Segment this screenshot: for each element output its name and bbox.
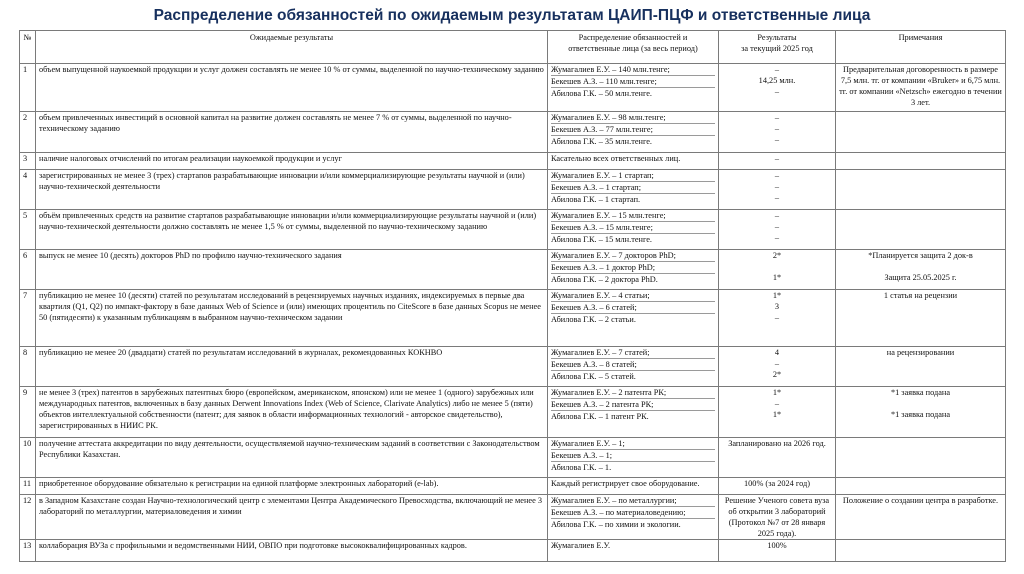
current-result-line: –: [774, 171, 780, 180]
expected-result: не менее 3 (трех) патентов в зарубежных патентных бюро (европейском, американском, японском) или не менее 1 (одного) зарубежных или международных патентов, включенных в базу данных Derwent Innovations Index (Web of Science, Clarivate Analytics) либо не менее 5 (пяти) объектов интеллектуальной собственности (патент; для заявок в области информационных технологий - авторское свидетельство), зарегистрированных в НИИС РК.: [36, 387, 548, 438]
current-result-line: [722, 261, 832, 272]
current-result-line: Запланировано на 2026 год.: [728, 439, 826, 448]
row-number: 4: [20, 170, 36, 210]
row-number: 11: [20, 478, 36, 495]
note: [836, 478, 1006, 495]
responsible-line: Абилова Г.К. – 15 млн.тенге.: [551, 233, 715, 245]
table-row: [20, 347, 1006, 387]
expected-result: выпуск не менее 10 (десять) докторов PhD по профилю научно-технического задания: [36, 250, 548, 290]
responsible-line: Жумагалиев Е.У. – 4 статьи;: [551, 291, 650, 300]
note-line: *1 заявка подана: [890, 410, 951, 419]
note-line: [839, 170, 1002, 181]
note-line: [839, 540, 1002, 551]
table-row: [20, 495, 1006, 540]
expected-result: получение аттестата аккредитации по виду деятельности, осуществляемой научно-техническим заданий в соответствии с Законодательством Республики Казахстан.: [36, 438, 548, 478]
note-line: [839, 210, 1002, 221]
current-result-line: 3: [774, 302, 780, 311]
header-num: №: [20, 31, 36, 64]
current-year-result: [719, 387, 836, 438]
responsible-line: Бекешев А.З. – 110 млн.тенге;: [551, 75, 715, 87]
expected-result: публикацию не менее 10 (десяти) статей по результатам исследований в рецензируемых научных изданиях, индексируемых в первые два квартиля (Q1, Q2) по импакт-фактору в базе данных Web of Science и (или) имеющих процентиль по CiteScore в базе данных Scopus не менее 50 (пятидесяти) к указанным публикациям в выбранном научно-техническом задании: [36, 290, 548, 347]
current-result-line: 1*: [772, 291, 782, 300]
responsible-line: Абилова Г.К. – 1 стартап.: [551, 193, 715, 205]
expected-result: в Западном Казахстане создан Научно-технологический центр с элементами Центра Академического Превосходства, включающий не менее 3 лабораторий по металлургии, материаловедения и химии: [36, 495, 548, 540]
responsible-persons: [548, 170, 719, 210]
row-number: 3: [20, 153, 36, 170]
note: [836, 210, 1006, 250]
responsible-line: Жумагалиев Е.У. – 7 статей;: [551, 348, 650, 357]
note-line: [839, 438, 1002, 449]
responsible-persons: [548, 387, 719, 438]
current-result-line: –: [774, 113, 780, 122]
header-expected-results: Ожидаемые результаты: [36, 31, 548, 64]
responsible-persons: [548, 438, 719, 478]
expected-result: зарегистрированных не менее 3 (трех) стартапов разрабатывающие инновации и/или коммерциализирующие результаты научной и (или) научно-технической деятельности: [36, 170, 548, 210]
note: [836, 250, 1006, 290]
responsible-line: Абилова Г.К. – по химии и экологии.: [551, 518, 715, 530]
note-line: Защита 25.05.2025 г.: [884, 273, 957, 282]
table-row: [20, 540, 1006, 562]
responsible-line: Каждый регистрирует свое оборудование.: [551, 479, 700, 488]
table-row: [20, 478, 1006, 495]
responsible-line: Абилова Г.К. – 2 статьи.: [551, 313, 715, 325]
current-result-line: –: [774, 65, 780, 74]
expected-result: публикацию не менее 20 (двадцати) статей по результатам исследований в журналах, рекомендованных КОКНВО: [36, 347, 548, 387]
responsible-line: Жумагалиев Е.У. – 140 млн.тенге;: [551, 65, 670, 74]
current-result-line: –: [774, 135, 780, 144]
table-body: [20, 64, 1006, 562]
current-result-line: 2*: [772, 370, 782, 379]
note-line: [839, 153, 1002, 164]
row-number: 6: [20, 250, 36, 290]
responsible-line: Бекешев А.З. – 15 млн.тенге;: [551, 221, 715, 233]
responsible-line: Абилова Г.К. – 2 доктора PhD.: [551, 273, 715, 285]
responsible-persons: [548, 290, 719, 347]
note: [836, 170, 1006, 210]
responsible-persons: [548, 347, 719, 387]
table-row: [20, 438, 1006, 478]
note-line: [839, 398, 1002, 409]
responsible-persons: [548, 540, 719, 562]
current-year-result: [719, 347, 836, 387]
header-responsible-line-2: ответственные лица (за весь период): [568, 44, 698, 53]
responsible-line: Жумагалиев Е.У. – 15 млн.тенге;: [551, 211, 666, 220]
responsible-line: Бекешев А.З. – 77 млн.тенге;: [551, 123, 715, 135]
note-line: Предварительная договоренность в размере 7,5 млн. тг. от компании «Bruker» и 6,75 млн. тг. от компании «Netzsch» ежегодно в течении 3 лет.: [839, 65, 1002, 107]
current-result-line: –: [774, 182, 780, 191]
table-row: [20, 112, 1006, 153]
responsible-persons: [548, 210, 719, 250]
expected-result: объем привлеченных инвестиций в основной капитал на развитие должен составлять не менее 7 % от суммы, выделенной по научно-техническому заданию: [36, 112, 548, 153]
header-responsible-line-1: Распределение обязанностей и: [578, 33, 688, 42]
note-line: *1 заявка подана: [890, 388, 951, 397]
table-row: [20, 250, 1006, 290]
expected-result: коллаборация ВУЗа с профильными и ведомственными НИИ, ОВПО при подготовке высококвалифицированных кадров.: [36, 540, 548, 562]
note: [836, 347, 1006, 387]
current-result-line: –: [774, 124, 780, 133]
expected-result: объём привлеченных средств на развитие стартапов разрабатывающие инновации и/или коммерциализирующие результаты научной и (или) научно-технической деятельности должно составлять не менее 1,5 % от суммы, выделенной по научно-техническому заданию: [36, 210, 548, 250]
header-current-results: [719, 31, 836, 64]
note-line: на рецензировании: [886, 348, 955, 357]
responsible-persons: [548, 153, 719, 170]
current-year-result: [719, 250, 836, 290]
expected-result: приобретенное оборудование обязательно к регистрации на единой платформе электронных лабораторий (e-lab).: [36, 478, 548, 495]
table-row: [20, 64, 1006, 112]
row-number: 12: [20, 495, 36, 540]
page-title: Распределение обязанностей по ожидаемым результатам ЦАИП-ПЦФ и ответственные лица: [153, 7, 871, 24]
responsible-line: Жумагалиев Е.У. – 1 стартап;: [551, 171, 654, 180]
note: [836, 540, 1006, 562]
note: [836, 64, 1006, 112]
current-result-line: –: [774, 359, 780, 368]
responsible-line: Абилова Г.К. – 50 млн.тенге.: [551, 87, 715, 99]
table-row: [20, 387, 1006, 438]
responsible-line: Бекешев А.З. – 2 патента РК;: [551, 398, 715, 410]
row-number: 2: [20, 112, 36, 153]
current-result-line: –: [774, 233, 780, 242]
current-result-line: 100%: [767, 541, 787, 550]
current-result-line: 1*: [772, 273, 782, 282]
row-number: 10: [20, 438, 36, 478]
note-line: *Планируется защита 2 док-в: [868, 251, 973, 260]
expected-result: наличие налоговых отчислений по итогам реализации наукоемкой продукции и услуг: [36, 153, 548, 170]
current-result-line: 1*: [772, 410, 782, 419]
current-year-result: [719, 478, 836, 495]
row-number: 5: [20, 210, 36, 250]
current-result-line: –: [774, 193, 780, 202]
current-year-result: [719, 210, 836, 250]
expected-result: объем выпущенной наукоемкой продукции и услуг должен составлять не менее 10 % от суммы, выделенной по научно-техническому заданию: [36, 64, 548, 112]
table-row: [20, 153, 1006, 170]
note: [836, 290, 1006, 347]
current-result-line: 1*: [772, 388, 782, 397]
responsible-line: Бекешев А.З. – 1 стартап;: [551, 181, 715, 193]
table-row: [20, 210, 1006, 250]
current-result-line: 2*: [772, 251, 782, 260]
responsible-line: Абилова Г.К. – 1.: [551, 461, 715, 473]
responsible-line: Бекешев А.З. – 8 статей;: [551, 358, 715, 370]
current-year-result: [719, 495, 836, 540]
note: [836, 438, 1006, 478]
current-result-line: –: [774, 399, 780, 408]
responsible-line: Жумагалиев Е.У. – 2 патента РК;: [551, 388, 667, 397]
current-year-result: [719, 64, 836, 112]
row-number: 8: [20, 347, 36, 387]
table-header-row: [20, 31, 1006, 64]
current-result-line: –: [774, 211, 780, 220]
responsible-line: Жумагалиев Е.У. – 7 докторов PhD;: [551, 251, 676, 260]
responsible-persons: [548, 112, 719, 153]
note: [836, 112, 1006, 153]
current-year-result: [719, 438, 836, 478]
note: [836, 153, 1006, 170]
current-year-result: [719, 153, 836, 170]
responsible-line: Касательно всех ответственных лиц.: [551, 154, 681, 163]
table-row: [20, 290, 1006, 347]
responsible-line: Жумагалиев Е.У. – 98 млн.тенге;: [551, 113, 666, 122]
table-row: [20, 170, 1006, 210]
responsible-line: Бекешев А.З. – 1;: [551, 449, 715, 461]
responsible-line: Абилова Г.К. – 35 млн.тенге.: [551, 135, 715, 147]
note: [836, 495, 1006, 540]
note-line: [839, 112, 1002, 123]
current-year-result: [719, 290, 836, 347]
header-notes: Примечания: [836, 31, 1006, 64]
header-current-line-1: Результаты: [757, 33, 797, 42]
current-result-line: 100% (за 2024 год): [744, 479, 810, 488]
responsible-line: Бекешев А.З. – по материаловедению;: [551, 506, 715, 518]
note-line: [839, 478, 1002, 489]
note-line: Положение о создании центра в разработке.: [842, 496, 999, 505]
current-result-line: –: [774, 154, 780, 163]
header-current-line-2: за текущий 2025 год: [741, 44, 813, 53]
responsibilities-table: [19, 30, 1006, 562]
row-number: 7: [20, 290, 36, 347]
row-number: 1: [20, 64, 36, 112]
current-result-line: –: [774, 222, 780, 231]
current-year-result: [719, 112, 836, 153]
responsible-persons: [548, 478, 719, 495]
note-line: [839, 261, 1002, 272]
responsible-line: Абилова Г.К. – 5 статей.: [551, 370, 715, 382]
responsible-line: Жумагалиев Е.У. – 1;: [551, 439, 625, 448]
note-line: 1 статья на рецензии: [883, 291, 958, 300]
current-year-result: [719, 540, 836, 562]
current-result-line: Решение Ученого совета вуза об открытии 3 лабораторий (Протокол №7 от 28 января 2025 года).: [724, 496, 830, 538]
responsible-line: Жумагалиев Е.У.: [551, 541, 611, 550]
current-result-line: –: [774, 313, 780, 322]
responsible-line: Жумагалиев Е.У. – по металлургии;: [551, 496, 677, 505]
responsible-line: Абилова Г.К. – 1 патент РК.: [551, 410, 715, 422]
responsible-persons: [548, 64, 719, 112]
row-number: 9: [20, 387, 36, 438]
current-result-line: 14,25 млн.: [758, 76, 796, 85]
current-result-line: –: [774, 87, 780, 96]
responsible-persons: [548, 250, 719, 290]
current-result-line: 4: [774, 348, 780, 357]
header-responsible: [548, 31, 719, 64]
responsible-line: Бекешев А.З. – 1 доктор PhD;: [551, 261, 715, 273]
responsible-line: Бекешев А.З. – 6 статей;: [551, 301, 715, 313]
row-number: 13: [20, 540, 36, 562]
responsible-persons: [548, 495, 719, 540]
note: [836, 387, 1006, 438]
current-year-result: [719, 170, 836, 210]
